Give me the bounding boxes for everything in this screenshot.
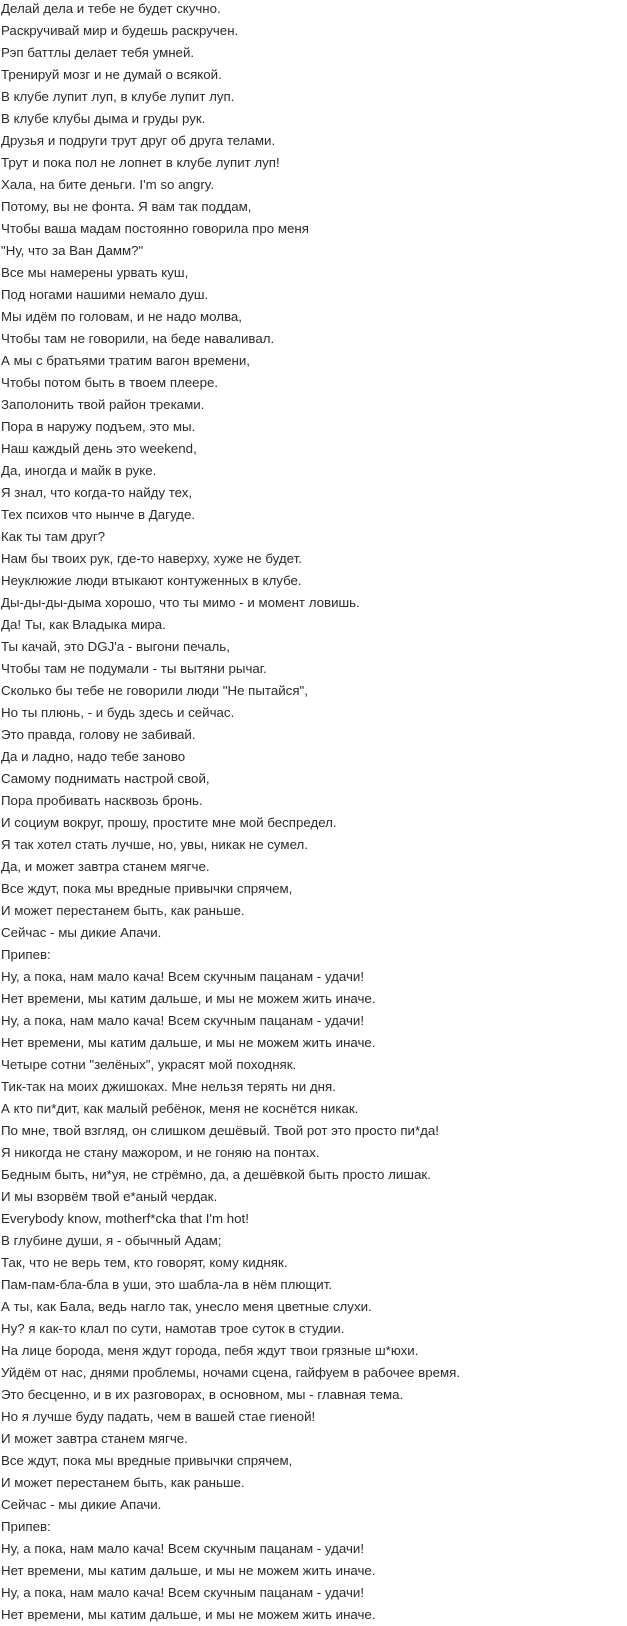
lyric-line: Чтобы ваша мадам постоянно говорила про меня <box>1 221 309 236</box>
lyric-line: Припев: <box>1 947 51 962</box>
lyric-line: Уйдём от нас, днями проблемы, ночами сцена, гайфуем в рабочее время. <box>1 1365 461 1380</box>
lyric-line: На лице борода, меня ждут города, пебя ждут твои грязные ш*юхи. <box>1 1343 419 1358</box>
lyric-line: Да, иногда и майк в руке. <box>1 463 157 478</box>
lyric-line: Припев: <box>1 1519 51 1534</box>
lyric-line: Это правда, голову не забивай. <box>1 727 196 742</box>
lyric-line: Нет времени, мы катим дальше, и мы не можем жить иначе. <box>1 1035 376 1050</box>
lyric-line: Сколько бы тебе не говорили люди "Не пытайся", <box>1 683 308 698</box>
lyric-line: Да! Ты, как Владыка мира. <box>1 617 166 632</box>
lyric-line: Ты качай, это DGJ'a - выгони печаль, <box>1 639 230 654</box>
lyric-line: Тик-так на моих джишоках. Мне нельзя терять ни дня. <box>1 1079 336 1094</box>
lyric-line: Ну, а пока, нам мало кача! Всем скучным пацанам - удачи! <box>1 1013 365 1028</box>
lyric-line: Делай дела и тебе не будет скучно. <box>1 1 221 16</box>
lyric-line: Четыре сотни "зелёных", украсят мой походняк. <box>1 1057 297 1072</box>
lyric-line: В глубине души, я - обычный Адам; <box>1 1233 222 1248</box>
lyric-line: Да, и может завтра станем мягче. <box>1 859 210 874</box>
lyric-line: А мы с братьями тратим вагон времени, <box>1 353 250 368</box>
lyric-line: Бедным быть, ни*уя, не стрёмно, да, а дешёвкой быть просто лишак. <box>1 1167 431 1182</box>
lyric-line: Ну? я как-то клал по сути, намотав трое суток в студии. <box>1 1321 345 1336</box>
lyric-line: И социум вокруг, прошу, простите мне мой беспредел. <box>1 815 337 830</box>
lyric-line: Ну, а пока, нам мало кача! Всем скучным пацанам - удачи! <box>1 1541 365 1556</box>
lyric-line: Пора пробивать насквозь бронь. <box>1 793 203 808</box>
lyric-line: Пам-пам-бла-бла в уши, это шабла-ла в нём плющит. <box>1 1277 333 1292</box>
lyric-line: Нам бы твоих рук, где-то наверху, хуже не будет. <box>1 551 302 566</box>
lyric-line: Ну, а пока, нам мало кача! Всем скучным пацанам - удачи! <box>1 969 365 984</box>
lyric-line: И мы взорвём твой е*аный чердак. <box>1 1189 218 1204</box>
lyric-line: Так, что не верь тем, кто говорят, кому кидняк. <box>1 1255 288 1270</box>
lyric-line: Рэп баттлы делает тебя умней. <box>1 45 195 60</box>
lyric-line: Ды-ды-ды-дыма хорошо, что ты мимо - и момент ловишь. <box>1 595 360 610</box>
lyric-line: Под ногами нашими немало душ. <box>1 287 209 302</box>
lyric-line: Чтобы там не подумали - ты вытяни рычаг. <box>1 661 267 676</box>
lyric-line: Хала, на бите деньги. I'm so angry. <box>1 177 215 192</box>
lyric-line: Трут и пока пол не лопнет в клубе лупит луп! <box>1 155 280 170</box>
lyric-line: Да и ладно, надо тебе заново <box>1 749 186 764</box>
lyric-line: Но я лучше буду падать, чем в вашей стае гиеной! <box>1 1409 316 1424</box>
lyric-line: Раскручивай мир и будешь раскручен. <box>1 23 239 38</box>
lyric-line: А кто пи*дит, как малый ребёнок, меня не коснётся никак. <box>1 1101 359 1116</box>
lyric-line: Сейчас - мы дикие Апачи. <box>1 1497 162 1512</box>
lyric-line: И может завтра станем мягче. <box>1 1431 188 1446</box>
lyric-line: И может перестанем быть, как раньше. <box>1 903 245 918</box>
lyric-line: Нет времени, мы катим дальше, и мы не можем жить иначе. <box>1 1563 376 1578</box>
lyric-line: Друзья и подруги трут друг об друга телами. <box>1 133 276 148</box>
lyric-line: Сейчас - мы дикие Апачи. <box>1 925 162 940</box>
lyric-line: Ну, а пока, нам мало кача! Всем скучным пацанам - удачи! <box>1 1585 365 1600</box>
lyric-line: Все ждут, пока мы вредные привычки спрячем, <box>1 881 293 896</box>
lyric-line: Потому, вы не фонта. Я вам так поддам, <box>1 199 252 214</box>
lyric-line: Все мы намерены урвать куш, <box>1 265 189 280</box>
lyric-line: Я никогда не стану мажором, и не гоняю на понтах. <box>1 1145 320 1160</box>
lyric-line: Чтобы потом быть в твоем плеере. <box>1 375 219 390</box>
lyric-line: Я так хотел стать лучше, но, увы, никак не сумел. <box>1 837 308 852</box>
lyric-line: В клубе лупит луп, в клубе лупит луп. <box>1 89 235 104</box>
lyric-line: Как ты там друг? <box>1 529 106 544</box>
lyric-line: Everybody know, motherf*cka that I'm hot! <box>1 1211 249 1226</box>
lyric-line: Неуклюжие люди втыкают контуженных в клубе. <box>1 573 302 588</box>
lyric-line: Наш каждый день это weekend, <box>1 441 197 456</box>
lyric-line: Но ты плюнь, - и будь здесь и сейчас. <box>1 705 235 720</box>
lyric-line: Нет времени, мы катим дальше, и мы не можем жить иначе. <box>1 991 376 1006</box>
lyric-line: Самому поднимать настрой свой, <box>1 771 210 786</box>
lyric-line: Заполонить твой район треками. <box>1 397 205 412</box>
lyric-line: По мне, твой взгляд, он слишком дешёвый. Твой рот это просто пи*да! <box>1 1123 439 1138</box>
lyric-line: Мы идём по головам, и не надо молва, <box>1 309 242 324</box>
lyric-line: Это бесценно, и в их разговорах, в основном, мы - главная тема. <box>1 1387 404 1402</box>
lyric-line: Тех психов что нынче в Дагуде. <box>1 507 196 522</box>
lyric-line: Чтобы там не говорили, на беде наваливал. <box>1 331 275 346</box>
lyric-line: Нет времени, мы катим дальше, и мы не можем жить иначе. <box>1 1607 376 1622</box>
lyric-line: Тренируй мозг и не думай о всякой. <box>1 67 222 82</box>
lyric-line: В клубе клубы дыма и груды рук. <box>1 111 206 126</box>
lyric-line: "Ну, что за Ван Дамм?" <box>1 243 144 258</box>
lyric-line: Я знал, что когда-то найду тех, <box>1 485 193 500</box>
lyric-line: Все ждут, пока мы вредные привычки спрячем, <box>1 1453 293 1468</box>
lyric-line: Пора в наружу подъем, это мы. <box>1 419 196 434</box>
lyric-line: И может перестанем быть, как раньше. <box>1 1475 245 1490</box>
lyric-line: А ты, как Бала, ведь нагло так, унесло меня цветные слухи. <box>1 1299 372 1314</box>
